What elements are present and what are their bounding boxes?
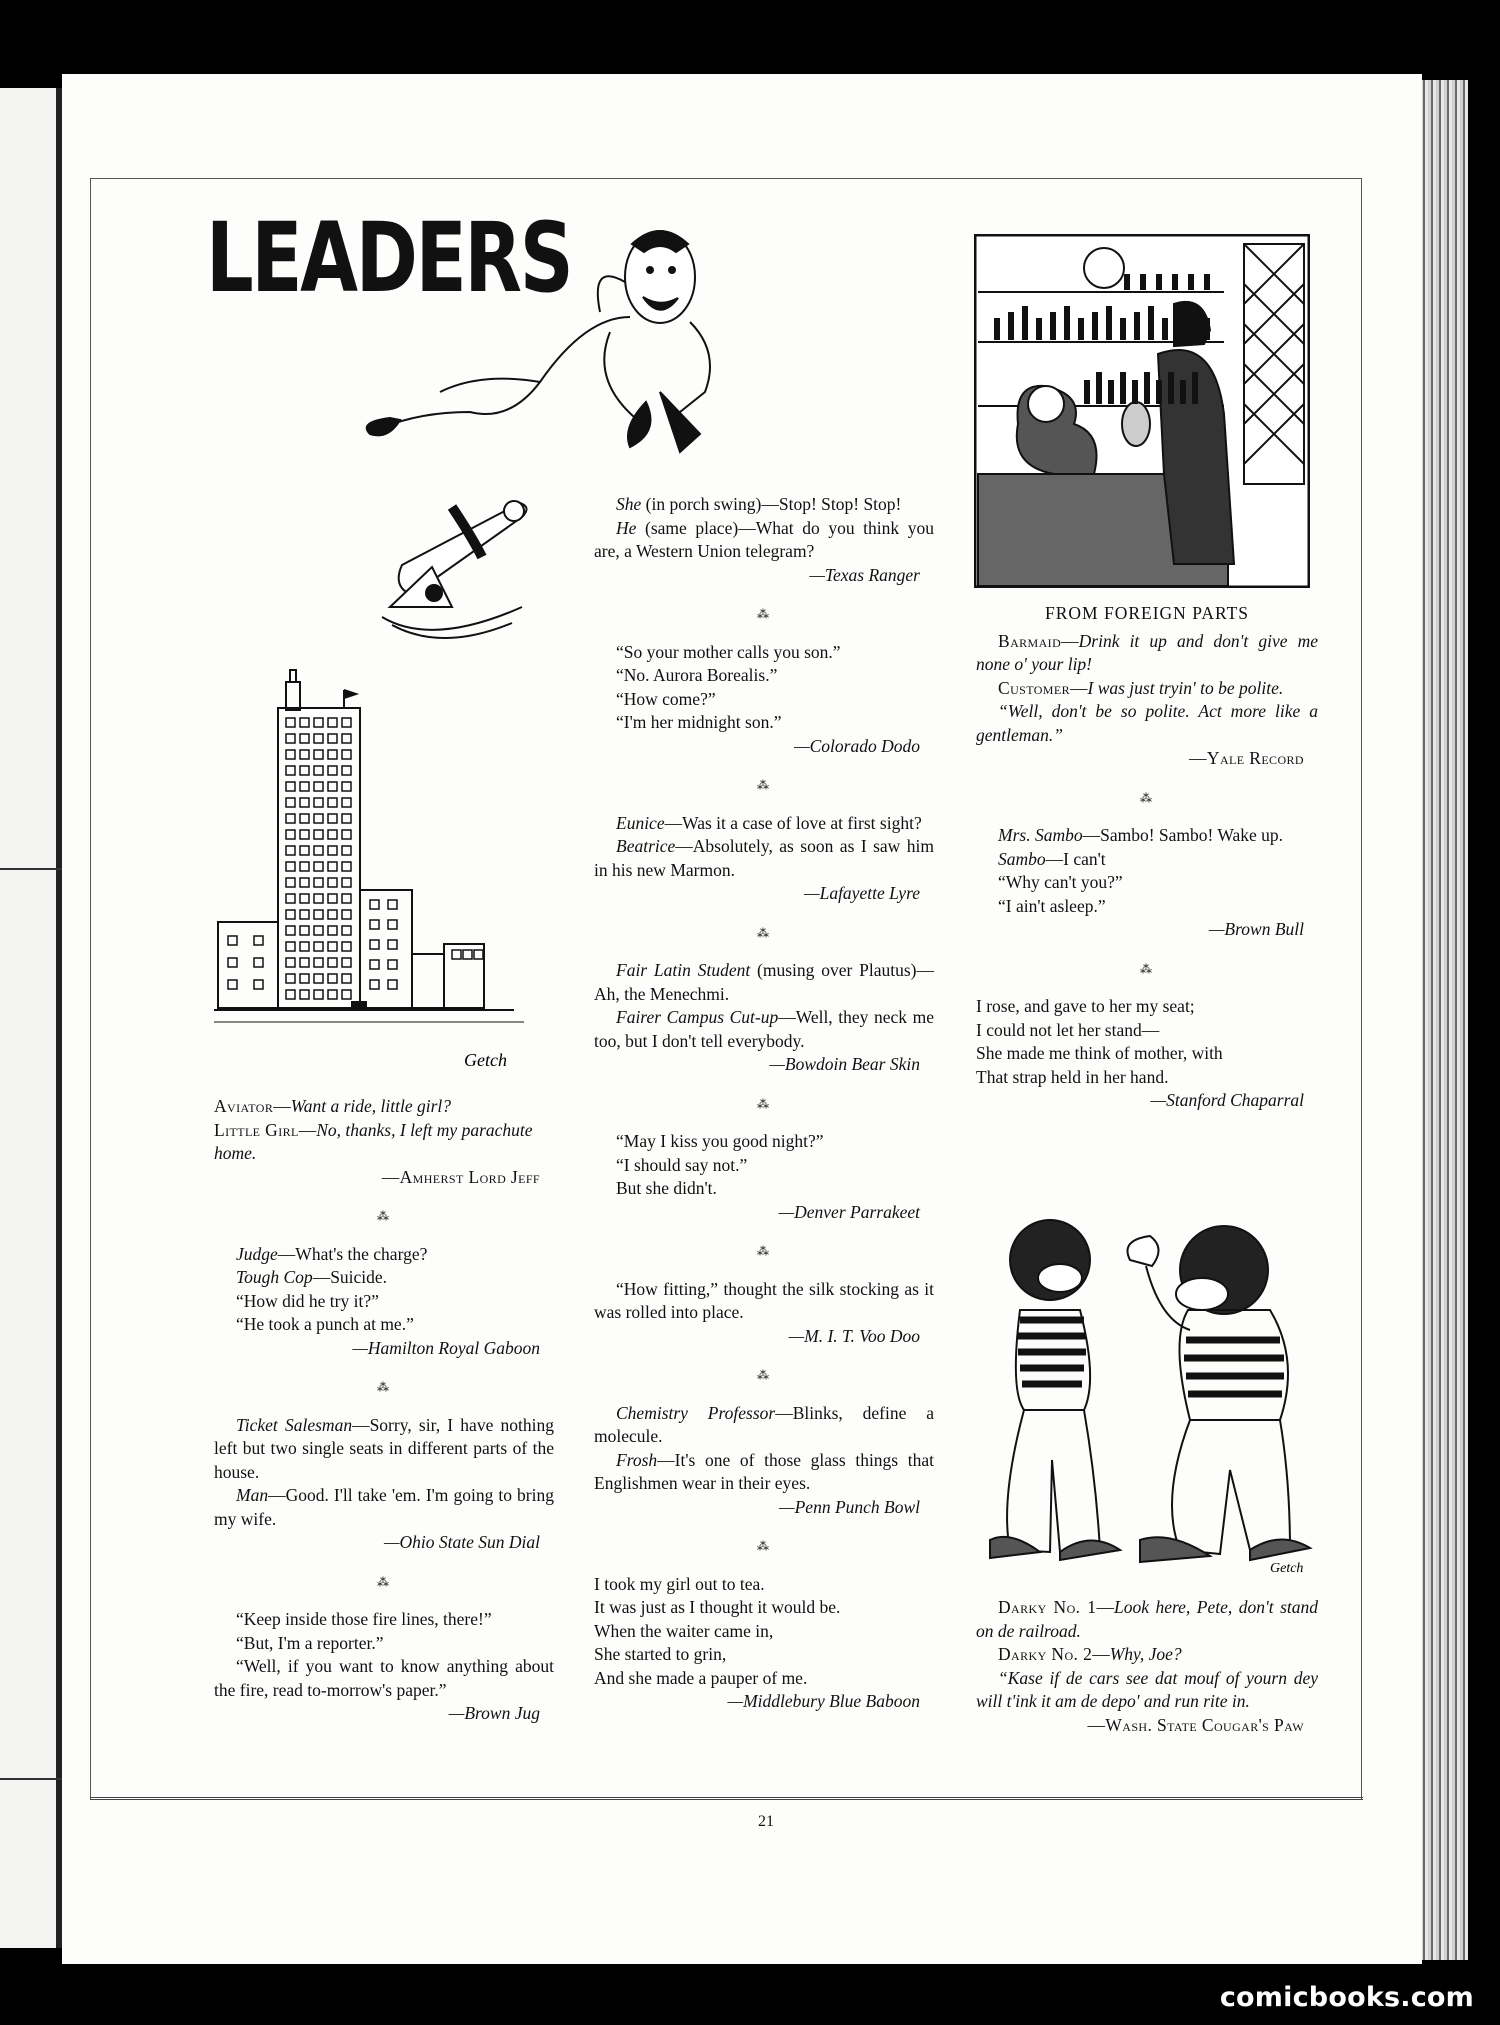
- verse-line: When the waiter came in,: [594, 1620, 774, 1641]
- dialogue: Good. I'll take 'em. I'm going to bring my wife.: [214, 1485, 554, 1529]
- svg-text:Getch: Getch: [1270, 1561, 1304, 1576]
- joke-sambo: Mrs. Sambo—Sambo! Sambo! Wake up. Sambo—I can't “Why can't you?” “I ain't asleep.” —Brown Bull: [976, 824, 1318, 942]
- facing-page-rule: [0, 1778, 62, 1780]
- speaker: Ticket Salesman: [236, 1414, 353, 1435]
- aside: (musing over Plautus): [757, 960, 917, 980]
- verse-line: That strap held in her hand.: [976, 1066, 1169, 1087]
- aside: (in porch swing): [645, 494, 762, 514]
- dialogue: What do you think you are, a Western Union telegram?: [594, 517, 935, 561]
- dialogue: I can't: [1063, 848, 1106, 869]
- dialogue: “No. Aurora Borealis.”: [616, 665, 778, 685]
- ornament: ⁂: [377, 1380, 391, 1394]
- dialogue: Look here, Pete, don't stand on de railroad.: [976, 1597, 1318, 1641]
- column-3: [976, 602, 1318, 1113]
- dialogue: Why, Joe?: [1109, 1644, 1182, 1664]
- dialogue: “So your mother calls you son.”: [616, 641, 841, 662]
- dialogue: Sorry, sir, I have nothing left but two single seats in different parts of the house.: [214, 1414, 555, 1482]
- joke-source: —Middlebury Blue Baboon: [727, 1691, 920, 1711]
- joke-aviator: Aviator—Want a ride, little girl? Little Girl—No, thanks, I left my parachute home. —Amherst Lord Jeff: [214, 1095, 554, 1189]
- dialogue: “Kase if de cars see dat mouf of yourn dey will t'ink it am de depo' and run rite in.: [976, 1667, 1318, 1711]
- ornament: ⁂: [377, 1209, 391, 1223]
- dialogue: Suicide.: [330, 1267, 388, 1287]
- speaker: Frosh: [616, 1449, 658, 1470]
- speaker: Beatrice: [616, 836, 676, 856]
- dialogue: Stop! Stop! Stop!: [778, 494, 902, 514]
- joke-molecule: Chemistry Professor—Blinks, define a molecule. Frosh—It's one of those glass things that Englishmen wear in their eyes. —Penn Punch Bowl: [594, 1402, 934, 1520]
- verse-line: I took my girl out to tea.: [594, 1573, 765, 1594]
- skater-cartoon: [360, 222, 760, 472]
- joke-source: —Hamilton Royal Gaboon: [352, 1337, 540, 1358]
- joke-source: —Wash. State Cougar's Paw: [1087, 1714, 1304, 1735]
- ornament: ⁂: [757, 778, 771, 792]
- speaker: Barmaid: [998, 630, 1062, 651]
- joke-source: —Lafayette Lyre: [804, 883, 920, 903]
- speaker: Darky No. 1: [998, 1597, 1097, 1617]
- joke-source: —Brown Bull: [1208, 919, 1304, 939]
- dialogue: “But, I'm a reporter.”: [236, 1632, 384, 1653]
- joke-railroad: Darky No. 1—Look here, Pete, don't stand on de railroad. Darky No. 2—Why, Joe? “Kase if de cars see dat mouf of yourn dey will t'ink it am de depo' and run rite in. —Wash. State Cougar's Paw: [976, 1596, 1318, 1737]
- page-title: LEADERS: [206, 202, 572, 314]
- speaker: Man: [236, 1485, 269, 1505]
- joke-source: —Bowdoin Bear Skin: [769, 1054, 920, 1074]
- bottom-rule: [90, 1797, 1363, 1800]
- joke-source: —Denver Parrakeet: [778, 1201, 920, 1222]
- joke-source: —Colorado Dodo: [794, 735, 920, 756]
- column-1: [214, 1095, 554, 1726]
- dialogue: “May I kiss you good night?”: [616, 1131, 824, 1151]
- dialogue: Sambo! Sambo! Wake up.: [1100, 825, 1284, 845]
- ornament: ⁂: [377, 1574, 391, 1589]
- verse-line: I could not let her stand—: [976, 1019, 1160, 1040]
- speaker: Mrs. Sambo: [998, 825, 1083, 845]
- poem-seat: [976, 995, 1318, 1113]
- verse-line: She made me think of mother, with: [976, 1043, 1223, 1063]
- ornament: ⁂: [757, 607, 771, 621]
- speaker: Little Girl: [214, 1119, 299, 1140]
- dialogue: Absolutely, as soon as I saw him in his new Marmon.: [594, 836, 934, 880]
- poem-tea: [594, 1573, 934, 1714]
- verse-line: It was just as I thought it would be.: [594, 1597, 841, 1617]
- dialogue: “Why can't you?”: [998, 872, 1123, 892]
- dialogue: I was just tryin' to be polite.: [1087, 677, 1284, 698]
- dialogue: “I ain't asleep.”: [998, 895, 1106, 916]
- dialogue: “How did he try it?”: [236, 1290, 379, 1311]
- speaker: Tough Cop: [236, 1267, 313, 1287]
- aside: (same place): [645, 517, 739, 538]
- joke-source: —Ohio State Sun Dial: [383, 1532, 540, 1552]
- verse-line: And she made a pauper of me.: [594, 1667, 808, 1688]
- verse-line: I rose, and gave to her my seat;: [976, 996, 1195, 1016]
- ornament: ⁂: [757, 1368, 771, 1382]
- dialogue: “Well, don't be so polite. Act more like a gentleman.”: [976, 701, 1318, 745]
- dialogue: “I should say not.”: [616, 1154, 748, 1175]
- dialogue: Blinks, define a molecule.: [594, 1402, 935, 1446]
- speaker: Customer: [998, 677, 1070, 698]
- ornament: ⁂: [1140, 961, 1154, 976]
- speaker: Fair Latin Student: [616, 960, 751, 980]
- joke-porch: She (in porch swing)—Stop! Stop! Stop! He (same place)—What do you think you are, a Western Union telegram? —Texas Ranger: [594, 493, 934, 587]
- dialogue: Drink it up and don't give me none o' your lip!: [976, 630, 1318, 674]
- column-3-bottom: [976, 1596, 1318, 1737]
- joke-judge: Judge—What's the charge? Tough Cop—Suicide. “How did he try it?” “He took a punch at me.” —Hamilton Royal Gaboon: [214, 1243, 554, 1361]
- ornament: ⁂: [757, 1539, 771, 1553]
- joke-source: —Stanford Chaparral: [1150, 1090, 1304, 1110]
- dialogue: “Well, if you want to know anything about the fire, read to-morrow's paper.”: [214, 1656, 554, 1700]
- dialogue: It's one of those glass things that Englishmen wear in their eyes.: [594, 1449, 934, 1493]
- dialogue: Ah, the Menechmi.: [594, 983, 730, 1004]
- joke-stocking: [594, 1278, 934, 1349]
- column-2: [594, 493, 934, 1714]
- ornament: ⁂: [1140, 790, 1154, 805]
- dialogue: Well, they neck me too, but I don't tell everybody.: [594, 1007, 934, 1051]
- two-boys-cartoon: [980, 1200, 1320, 1580]
- dialogue: “Keep inside those fire lines, there!”: [236, 1609, 492, 1629]
- joke-source: —Texas Ranger: [809, 564, 920, 585]
- dialogue: What's the charge?: [295, 1243, 428, 1264]
- ornament: ⁂: [757, 1096, 771, 1111]
- illustration-caption: FROM FOREIGN PARTS: [1045, 603, 1249, 623]
- verse-line: She started to grin,: [594, 1644, 727, 1664]
- airplane-cartoon: [372, 497, 552, 647]
- skyscraper-drawing: [214, 668, 534, 1068]
- dialogue: But she didn't.: [616, 1178, 717, 1198]
- dialogue: “He took a punch at me.”: [236, 1314, 414, 1334]
- dialogue: “How come?”: [616, 688, 716, 709]
- dialogue: No, thanks, I left my parachute home.: [214, 1119, 533, 1163]
- watermark: comicbooks.com: [1219, 1982, 1474, 2013]
- joke-source: —M. I. T. Voo Doo: [788, 1325, 920, 1346]
- speaker: Darky No. 2: [998, 1644, 1093, 1664]
- speaker: Aviator: [214, 1096, 274, 1116]
- facing-page-rule: [0, 868, 62, 870]
- joke-kiss: [594, 1130, 934, 1224]
- speaker: She: [616, 494, 642, 514]
- speaker: Chemistry Professor: [616, 1402, 776, 1423]
- bar-scene-illustration: [974, 234, 1310, 588]
- page-number: 21: [758, 1813, 774, 1830]
- joke-son: [594, 641, 934, 759]
- ornament: ⁂: [757, 925, 771, 940]
- dialogue: “I'm her midnight son.”: [616, 712, 782, 732]
- speaker: Fairer Campus Cut-up: [616, 1007, 779, 1027]
- ornament: ⁂: [757, 1244, 771, 1258]
- facing-page-edge: [0, 88, 62, 1948]
- speaker: Sambo: [998, 848, 1046, 869]
- joke-fire: [214, 1608, 554, 1726]
- dialogue: Want a ride, little girl?: [290, 1096, 451, 1116]
- speaker: Judge: [236, 1243, 278, 1264]
- joke-latin: Fair Latin Student (musing over Plautus)—Ah, the Menechmi. Fairer Campus Cut-up—Well, they neck me too, but I don't tell everybody. —Bowdoin Bear Skin: [594, 959, 934, 1077]
- joke-eunice: Eunice—Was it a case of love at first sight? Beatrice—Absolutely, as soon as I saw him in his new Marmon. —Lafayette Lyre: [594, 812, 934, 906]
- speaker: He: [616, 517, 637, 538]
- speaker: Eunice: [616, 812, 665, 833]
- joke-source: —Yale Record: [1189, 748, 1304, 768]
- joke-source: —Brown Jug: [448, 1703, 540, 1723]
- joke-ticket: Ticket Salesman—Sorry, sir, I have nothing left but two single seats in different parts of the house. Man—Good. I'll take 'em. I'm going to bring my wife. —Ohio State Sun Dial: [214, 1414, 554, 1555]
- joke-source: —Amherst Lord Jeff: [381, 1166, 540, 1187]
- dialogue: Was it a case of love at first sight?: [682, 812, 922, 833]
- joke-barmaid: Barmaid—Drink it up and don't give me none o' your lip! Customer—I was just tryin' to be polite. “Well, don't be so polite. Act more like a gentleman.” —Yale Record: [976, 630, 1318, 771]
- joke-source: —Penn Punch Bowl: [779, 1496, 920, 1517]
- dialogue: “How fitting,” thought the silk stocking as it was rolled into place.: [594, 1278, 934, 1322]
- svg-text:Getch: Getch: [464, 1050, 507, 1068]
